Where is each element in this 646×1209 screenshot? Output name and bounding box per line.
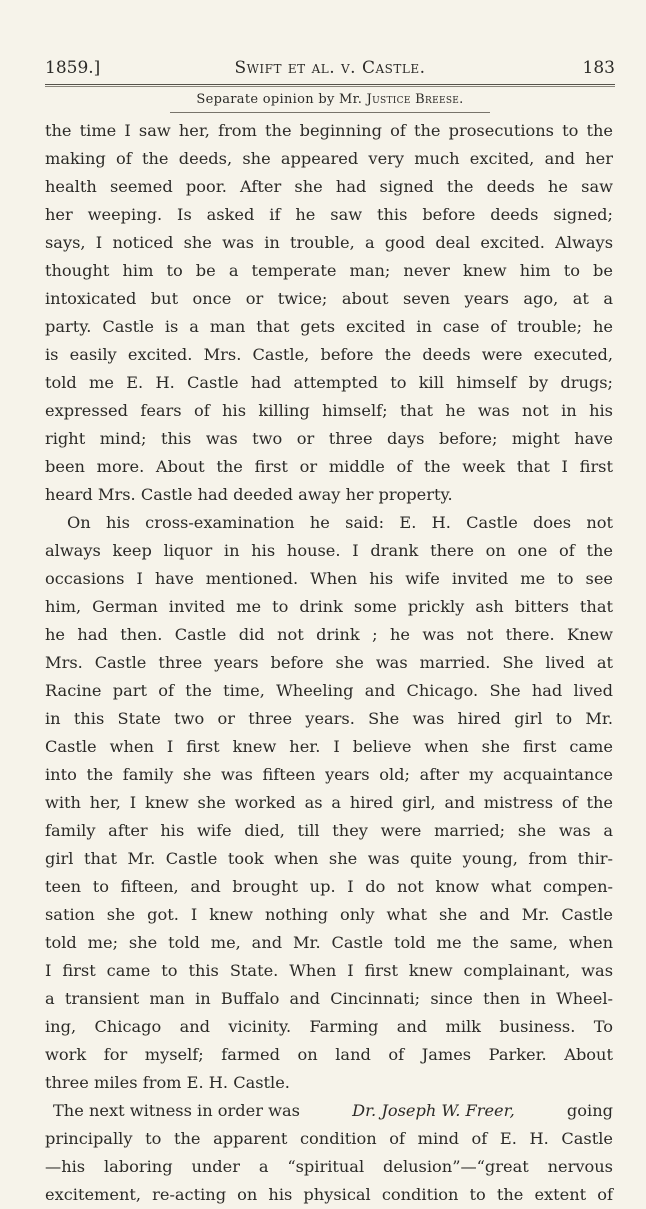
text-line-content: expressed fears of his killing himself; that he was not in his <box>45 401 613 420</box>
text-line <box>45 173 613 201</box>
final-line4: excitement, re-acting on his physical condition to the extent of <box>45 1185 613 1204</box>
witness-name: Dr. Joseph W. Freer, <box>352 1101 515 1120</box>
text-line-content: work for myself; farmed on land of James Parker. About <box>45 1045 613 1064</box>
text-line-content: sation she got. I knew nothing only what she and Mr. Castle <box>45 905 613 924</box>
running-header <box>45 56 615 80</box>
text-line <box>45 117 613 145</box>
subheader-rule <box>170 112 490 113</box>
text-line <box>45 201 613 229</box>
text-line-content: he had then. Castle did not drink ; he was not there. Knew <box>45 625 613 644</box>
text-line-content: right mind; this was two or three days before; might have <box>45 429 613 448</box>
body-text <box>45 117 613 1209</box>
text-line <box>45 733 613 761</box>
text-line-content: been more. About the first or middle of the week that I first <box>45 457 613 476</box>
header-year: 1859.] <box>45 58 101 78</box>
text-line <box>45 481 613 509</box>
text-line <box>45 677 613 705</box>
page-number: 183 <box>582 58 615 78</box>
text-line-content: health seemed poor. After she had signed the deeds he saw <box>45 177 613 196</box>
final-paragraph-line <box>45 1097 613 1125</box>
text-line <box>45 985 613 1013</box>
text-line <box>45 425 613 453</box>
text-line <box>45 705 613 733</box>
text-line-content: On his cross-examination he said: E. H. Castle does not <box>67 513 613 532</box>
text-line <box>45 313 613 341</box>
text-line <box>45 1069 613 1097</box>
text-line <box>45 845 613 873</box>
text-line-content: girl that Mr. Castle took when she was quite young, from thir- <box>45 849 613 868</box>
final-paragraph-line <box>45 1181 613 1209</box>
text-line-content: three miles from E. H. Castle. <box>45 1073 290 1092</box>
text-line-content: party. Castle is a man that gets excited in case of trouble; he <box>45 317 613 336</box>
text-line <box>45 901 613 929</box>
text-line <box>45 285 613 313</box>
header-rule-secondary <box>45 86 615 87</box>
text-line-content: a transient man in Buffalo and Cincinnati; since then in Wheel- <box>45 989 613 1008</box>
text-line-content: with her, I knew she worked as a hired girl, and mistress of the <box>45 793 613 812</box>
text-line-content: family after his wife died, till they were married; she was a <box>45 821 613 840</box>
text-line-content: occasions I have mentioned. When his wife invited me to see <box>45 569 613 588</box>
text-line <box>45 1041 613 1069</box>
text-line-content: heard Mrs. Castle had deeded away her property. <box>45 485 453 504</box>
section-subheader <box>45 90 615 110</box>
text-line-content: in this State two or three years. She was hired girl to Mr. <box>45 709 613 728</box>
text-line-content: ing, Chicago and vicinity. Farming and milk business. To <box>45 1017 613 1036</box>
subheader-justice: Justice Breese. <box>366 92 464 107</box>
text-line-content: is easily excited. Mrs. Castle, before the deeds were executed, <box>45 345 613 364</box>
text-line-content: teen to fifteen, and brought up. I do not know what compen- <box>45 877 613 896</box>
case-title: Swift et al. v. Castle. <box>234 58 426 78</box>
text-line <box>45 145 613 173</box>
header-title <box>45 56 615 80</box>
final-line3: —his laboring under a “spiritual delusion”—“great nervous <box>45 1157 613 1176</box>
text-line <box>45 789 613 817</box>
text-line-content: into the family she was fifteen years old; after my acquaintance <box>45 765 613 784</box>
text-line <box>45 341 613 369</box>
text-line <box>45 537 613 565</box>
final-line1-after: going <box>566 1101 613 1120</box>
text-line <box>45 873 613 901</box>
text-line-content: told me E. H. Castle had attempted to kill himself by drugs; <box>45 373 613 392</box>
text-line-content: her weeping. Is asked if he saw this before deeds signed; <box>45 205 613 224</box>
text-line <box>45 1013 613 1041</box>
text-line <box>45 761 613 789</box>
text-line <box>45 929 613 957</box>
text-line <box>45 649 613 677</box>
text-line <box>45 229 613 257</box>
text-line-content: thought him to be a temperate man; never knew him to be <box>45 261 613 280</box>
header-rule <box>45 84 615 85</box>
text-line-content: Racine part of the time, Wheeling and Chicago. She had lived <box>45 681 613 700</box>
text-line-content: always keep liquor in his house. I drank there on one of the <box>45 541 613 560</box>
text-line-content: Castle when I first knew her. I believe when she first came <box>45 737 613 756</box>
final-paragraph-line <box>45 1153 613 1181</box>
text-line <box>45 957 613 985</box>
text-line <box>45 397 613 425</box>
text-line-content: making of the deeds, she appeared very much excited, and her <box>45 149 613 168</box>
text-line <box>45 565 613 593</box>
final-line1-before: The next witness in order was <box>53 1101 300 1120</box>
text-line <box>45 621 613 649</box>
text-line-content: intoxicated but once or twice; about seven years ago, at a <box>45 289 613 308</box>
final-paragraph-line <box>45 1125 613 1153</box>
text-line-content: the time I saw her, from the beginning of the prosecutions to the <box>45 121 613 140</box>
text-line-content: told me; she told me, and Mr. Castle told me the same, when <box>45 933 613 952</box>
text-line <box>45 817 613 845</box>
text-line <box>45 369 613 397</box>
text-line-content: Mrs. Castle three years before she was married. She lived at <box>45 653 613 672</box>
final-line2: principally to the apparent condition of mind of E. H. Castle <box>45 1129 613 1148</box>
text-line <box>45 593 613 621</box>
text-line <box>45 453 613 481</box>
body-lines <box>45 117 613 1097</box>
text-line <box>45 257 613 285</box>
text-line-content: him, German invited me to drink some prickly ash bitters that <box>45 597 613 616</box>
subheader-prefix: Separate opinion by Mr. <box>196 92 363 107</box>
text-line-content: says, I noticed she was in trouble, a good deal excited. Always <box>45 233 613 252</box>
text-line-content: I first came to this State. When I first knew complainant, was <box>45 961 613 980</box>
text-line <box>45 509 613 537</box>
